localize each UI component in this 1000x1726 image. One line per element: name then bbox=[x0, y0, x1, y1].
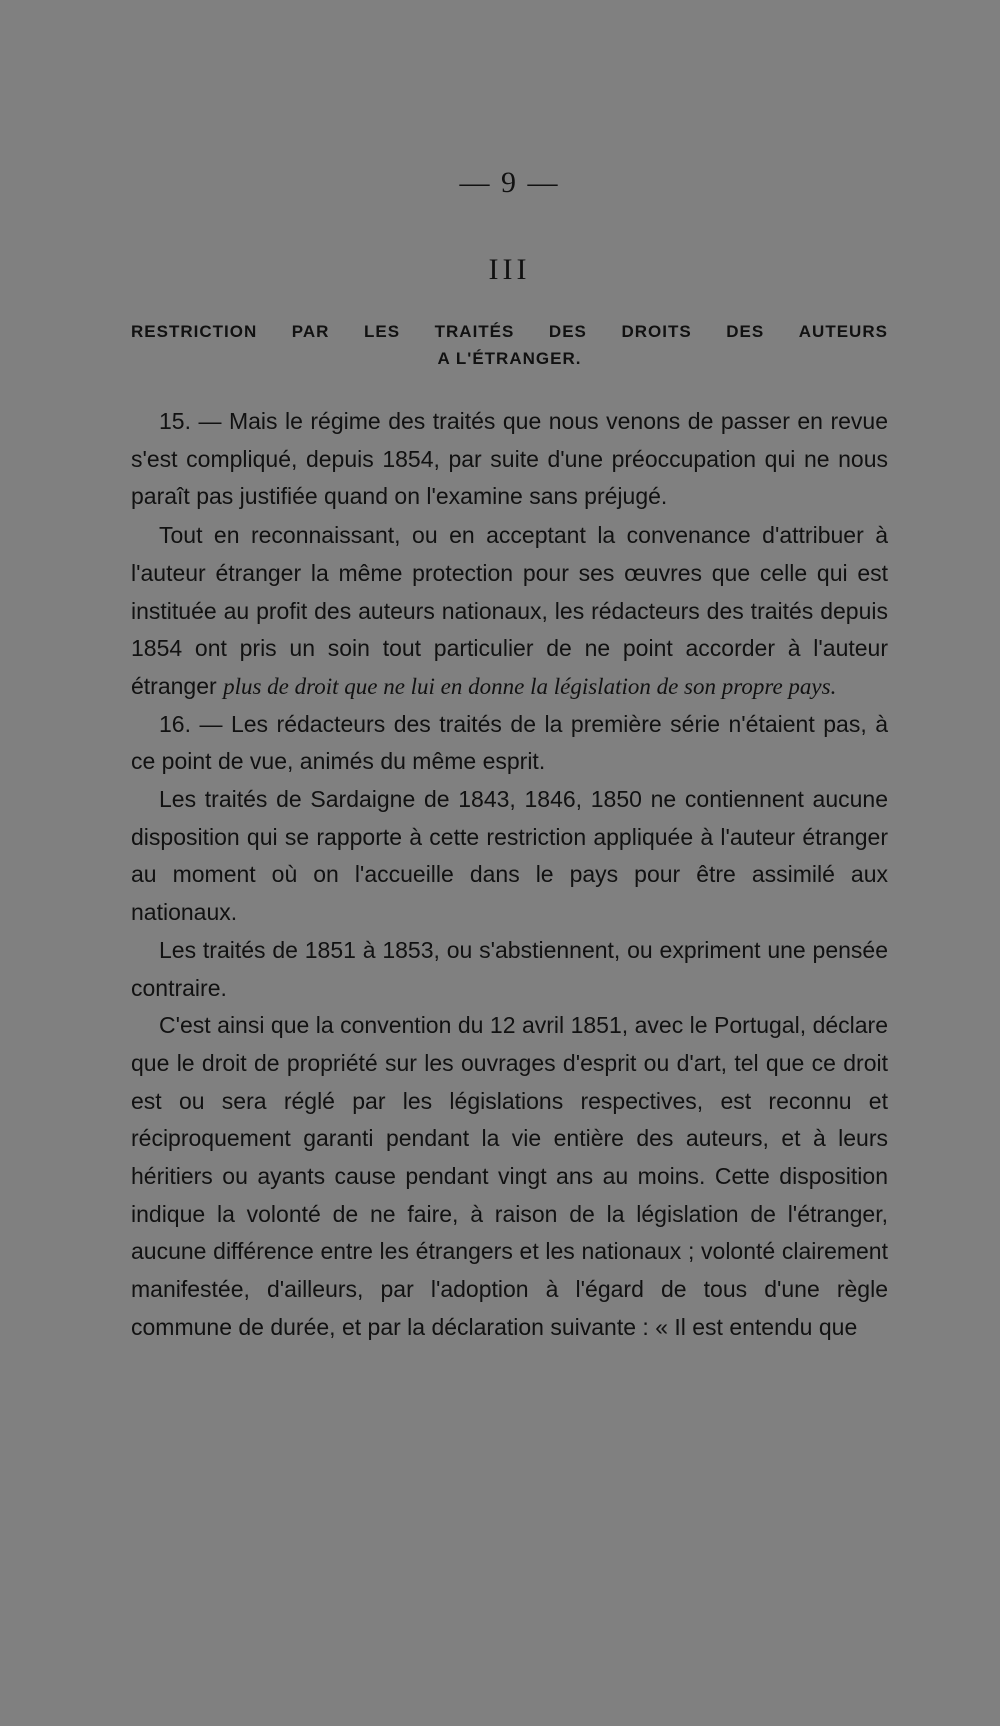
section-title bbox=[131, 318, 888, 372]
paragraph-16-portugal: C'est ainsi que la convention du 12 avril 1851, avec le Portugal, déclare que le droit de propriété sur les ouvrages d'esprit ou d'art, tel que ce droit est ou sera réglé par les législations respectives, est reconnu et réciproquement garanti pendant la vie entière des auteurs, et à leurs héritiers ou ayants cause pendant vingt ans au moins. Cette disposition indique la volonté de ne faire, à raison de la législation de l'étranger, aucune différence entre les étrangers et les nationaux ; volonté clairement manifestée, d'ailleurs, par l'adoption à l'égard de tous d'une règle commune de durée, et par la déclaration suivante : « Il est entendu que bbox=[131, 1012, 888, 1340]
title-word: TRAITÉS bbox=[434, 322, 515, 341]
paragraph-16-1851: Les traités de 1851 à 1853, ou s'abstiennent, ou expriment une pensée contraire. bbox=[131, 936, 888, 1001]
title-word: DES bbox=[726, 322, 765, 341]
paragraph-16: 16. — Les rédacteurs des traités de la première série n'étaient pas, à ce point de vue, animés du même esprit. bbox=[131, 710, 888, 775]
section-title-line-1 bbox=[131, 318, 888, 345]
title-word: DROITS bbox=[621, 322, 692, 341]
title-word: LES bbox=[364, 322, 401, 341]
body-text bbox=[131, 403, 888, 1347]
page-number: — 9 — bbox=[459, 166, 560, 199]
section-title-line-2: A L'ÉTRANGER. bbox=[437, 349, 582, 368]
paragraph-15: 15. — Mais le régime des traités que nous venons de passer en revue s'est compliqué, depuis 1854, par suite d'une préoccupation qui ne nous paraît pas justifiée quand on l'examine sans préjugé. bbox=[131, 408, 888, 510]
paragraph-16-sardaigne: Les traités de Sardaigne de 1843, 1846, 1850 ne contiennent aucune disposition qui se rapporte à cette restriction appliquée à l'auteur étranger au moment où on l'accueille dans le pays pour être assimilé aux nationaux. bbox=[131, 786, 888, 926]
section-numeral: III bbox=[488, 253, 531, 286]
italic-emphasis: plus de droit que ne lui en donne la législation de son propre pays. bbox=[223, 673, 837, 699]
title-word: DES bbox=[548, 322, 587, 341]
paragraph-text: Tout en reconnaissant, ou en acceptant la convenance d'attribuer à l'auteur étranger la même protection pour ses œuvres que celle qui est instituée au profit des auteurs nationaux, les rédacteurs des traités depuis 1854 ont pris un soin tout particulier de ne point accorder à l'auteur étranger bbox=[131, 522, 888, 699]
paragraph-15-continued bbox=[131, 517, 888, 706]
title-word: AUTEURS bbox=[798, 322, 888, 341]
title-word: PAR bbox=[291, 322, 330, 341]
title-word: RESTRICTION bbox=[131, 322, 258, 341]
